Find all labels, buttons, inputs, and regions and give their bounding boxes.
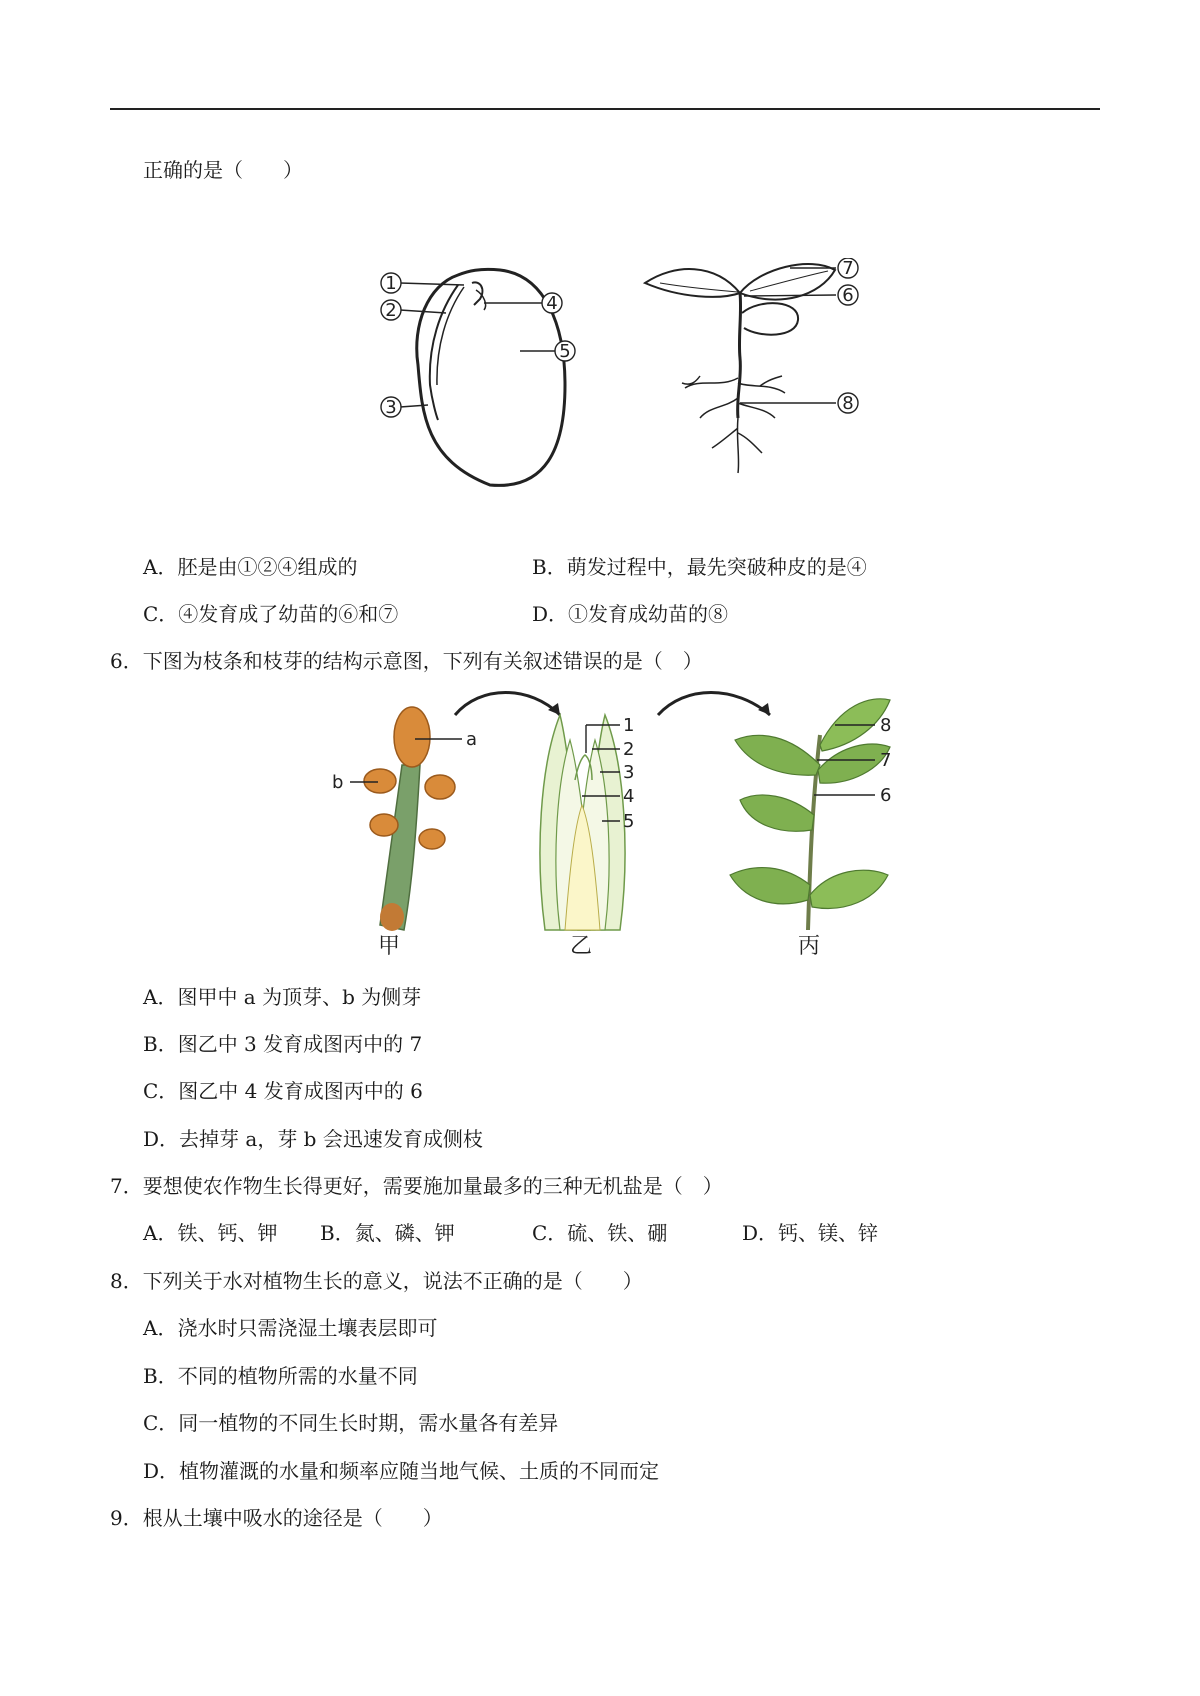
yi-bud-section <box>540 715 625 930</box>
q7-option-b: B．氮、磷、钾 <box>320 1221 455 1245</box>
seed-diagram <box>380 255 620 490</box>
q6-option-c: C．图乙中 4 发育成图丙中的 6 <box>143 1079 423 1103</box>
yi-caption: 乙 <box>570 934 593 959</box>
q9-stem: 9．根从土壤中吸水的途径是（ ） <box>110 1506 443 1530</box>
svg-text:7: 7 <box>842 258 854 279</box>
svg-text:4: 4 <box>546 293 558 314</box>
jia-label-b: b <box>332 772 344 793</box>
seedling-label-7 <box>838 258 858 279</box>
q6-option-d: D．去掉芽 a，芽 b 会迅速发育成侧枝 <box>143 1127 483 1151</box>
q8-option-c: C．同一植物的不同生长时期，需水量各有差异 <box>143 1411 559 1435</box>
q6-option-b: B．图乙中 3 发育成图丙中的 7 <box>143 1032 423 1056</box>
svg-text:8: 8 <box>842 393 854 414</box>
q5-option-d: D．①发育成幼苗的⑧ <box>532 602 729 626</box>
yi-label-5: 5 <box>623 811 635 832</box>
svg-text:3: 3 <box>385 397 397 418</box>
q5-stem-tail: 正确的是（ ） <box>143 158 303 182</box>
bing-branch <box>730 699 890 930</box>
q6-option-a: A．图甲中 a 为顶芽、b 为侧芽 <box>143 985 422 1009</box>
svg-text:6: 6 <box>842 285 854 306</box>
jia-branch <box>364 707 455 931</box>
yi-label-3: 3 <box>623 762 635 783</box>
seed-label-4 <box>542 293 562 314</box>
yi-label-2: 2 <box>623 739 635 760</box>
seedling-label-6 <box>838 285 858 306</box>
q5-option-a: A．胚是由①②④组成的 <box>143 555 358 579</box>
branch-bud-diagram <box>320 685 940 960</box>
svg-text:2: 2 <box>385 300 397 321</box>
q8-option-a: A．浇水时只需浇湿土壤表层即可 <box>143 1316 438 1340</box>
bing-label-8: 8 <box>880 715 892 736</box>
q7-option-a: A．铁、钙、钾 <box>143 1221 278 1245</box>
seedling-label-8 <box>838 393 858 414</box>
q8-option-d: D．植物灌溉的水量和频率应随当地气候、土质的不同而定 <box>143 1459 660 1483</box>
seedling-diagram <box>640 258 880 483</box>
q7-option-c: C．硫、铁、硼 <box>532 1221 668 1245</box>
q8-option-b: B．不同的植物所需的水量不同 <box>143 1364 418 1388</box>
svg-text:5: 5 <box>559 341 571 362</box>
jia-label-a: a <box>466 729 478 750</box>
svg-text:1: 1 <box>385 273 397 294</box>
jia-caption: 甲 <box>378 934 401 959</box>
q8-stem: 8．下列关于水对植物生长的意义，说法不正确的是（ ） <box>110 1269 643 1293</box>
seed-label-1 <box>381 273 401 294</box>
seed-label-5 <box>555 341 575 362</box>
bing-caption: 丙 <box>798 934 821 959</box>
yi-label-4: 4 <box>623 786 635 807</box>
bing-label-7: 7 <box>880 750 892 771</box>
q7-stem: 7．要想使农作物生长得更好，需要施加量最多的三种无机盐是（ ） <box>110 1174 723 1198</box>
q6-stem: 6．下图为枝条和枝芽的结构示意图，下列有关叙述错误的是（ ） <box>110 649 703 673</box>
bing-label-6: 6 <box>880 785 892 806</box>
header-rule <box>110 108 1100 110</box>
yi-label-1: 1 <box>623 715 635 736</box>
q5-option-b: B．萌发过程中，最先突破种皮的是④ <box>532 555 867 579</box>
q5-option-c: C．④发育成了幼苗的⑥和⑦ <box>143 602 399 626</box>
q7-option-d: D．钙、镁、锌 <box>742 1221 879 1245</box>
seed-label-2 <box>381 300 401 321</box>
seed-label-3 <box>381 397 401 418</box>
